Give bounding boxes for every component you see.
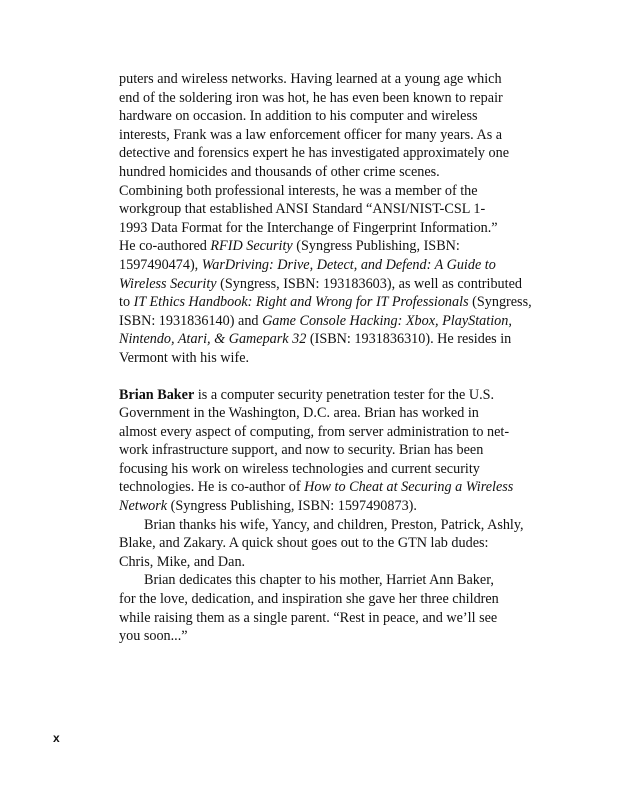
text-segment: work infrastructure support, and now to security. Brian has been <box>119 442 484 459</box>
text-line <box>119 571 531 590</box>
text-line <box>119 553 531 572</box>
text-segment: Brian dedicates this chapter to his mother, Harriet Ann Baker, <box>144 572 494 589</box>
text-segment: hundred homicides and thousands of other crime scenes. <box>119 163 440 180</box>
frank-bio-paragraph <box>119 70 531 368</box>
text-line <box>119 163 531 182</box>
book-title: How to Cheat at Securing a Wireless <box>304 479 514 496</box>
text-segment: interests, Frank was a law enforcement officer for many years. As a <box>119 126 503 143</box>
text-line <box>119 107 531 126</box>
book-title: Game Console Hacking: Xbox, PlayStation, <box>262 312 512 329</box>
book-title: IT Ethics Handbook: Right and Wrong for IT Professionals <box>133 294 469 311</box>
text-segment: workgroup that established ANSI Standard “ANSI/NIST-CSL 1- <box>119 201 486 218</box>
paragraph-gap <box>119 368 531 386</box>
text-segment: technologies. He is co-author of <box>119 479 305 496</box>
book-title: WarDriving: Drive, Detect, and Defend: A Guide to <box>201 256 496 273</box>
text-segment: Brian thanks his wife, Yancy, and children, Preston, Patrick, Ashly, <box>144 516 524 533</box>
text-line <box>119 534 531 553</box>
text-segment: detective and forensics expert he has investigated approximately one <box>119 145 510 162</box>
text-line <box>119 349 531 368</box>
text-line <box>119 386 531 405</box>
text-segment: (ISBN: 1931836310). He resides in <box>306 331 512 348</box>
text-line <box>119 516 531 535</box>
text-line <box>119 590 531 609</box>
text-line <box>119 256 531 275</box>
author-name: Brian Baker <box>119 386 195 403</box>
text-segment: Blake, and Zakary. A quick shout goes out to the GTN lab dudes: <box>119 535 489 552</box>
text-segment: while raising them as a single parent. “Rest in peace, and we’ll see <box>119 609 498 626</box>
text-line <box>119 182 531 201</box>
text-line <box>119 219 531 238</box>
text-line <box>119 627 531 646</box>
book-title: Network <box>119 498 168 515</box>
book-title: RFID Security <box>210 238 293 255</box>
text-line <box>119 312 531 331</box>
text-segment: Government in the Washington, D.C. area. Brian has worked in <box>119 405 479 422</box>
page-body <box>119 70 531 646</box>
text-line <box>119 237 531 256</box>
text-segment: (Syngress, ISBN: 193183603), as well as contributed <box>216 275 522 292</box>
text-segment: puters and wireless networks. Having learned at a young age which <box>119 71 502 87</box>
text-segment: (Syngress Publishing, ISBN: <box>292 238 460 255</box>
text-line <box>119 478 531 497</box>
text-line <box>119 70 531 89</box>
text-segment: Vermont with his wife. <box>119 349 250 366</box>
text-line <box>119 497 531 516</box>
text-line <box>119 460 531 479</box>
text-line <box>119 126 531 145</box>
text-line <box>119 404 531 423</box>
text-segment: focusing his work on wireless technologies and current security <box>119 460 480 477</box>
page-number: x <box>53 731 60 745</box>
text-segment: 1597490474), <box>119 256 202 273</box>
text-segment: 1993 Data Format for the Interchange of Fingerprint Information.” <box>119 219 498 236</box>
text-line <box>119 423 531 442</box>
text-segment: to <box>119 294 134 311</box>
text-segment: (Syngress Publishing, ISBN: 1597490873). <box>167 498 417 515</box>
book-title: Nintendo, Atari, & Gamepark 32 <box>119 331 307 348</box>
text-segment: Combining both professional interests, he was a member of the <box>119 182 478 199</box>
text-segment: ISBN: 1931836140) and <box>119 312 263 329</box>
text-line <box>119 609 531 628</box>
text-segment: for the love, dedication, and inspiration she gave her three children <box>119 591 499 608</box>
text-segment: He co-authored <box>119 238 211 255</box>
text-line <box>119 441 531 460</box>
text-segment: hardware on occasion. In addition to his computer and wireless <box>119 108 478 125</box>
text-line <box>119 275 531 294</box>
text-line <box>119 293 531 312</box>
text-segment: is a computer security penetration tester for the U.S. <box>194 386 495 403</box>
text-line <box>119 330 531 349</box>
text-line <box>119 200 531 219</box>
text-segment: almost every aspect of computing, from server administration to net- <box>119 423 510 440</box>
text-segment: (Syngress, <box>468 294 532 311</box>
text-segment: end of the soldering iron was hot, he has even been known to repair <box>119 89 503 106</box>
brian-bio-paragraph <box>119 386 531 646</box>
text-line <box>119 89 531 108</box>
book-title: Wireless Security <box>119 275 217 292</box>
text-segment: you soon...” <box>119 628 188 645</box>
text-segment: Chris, Mike, and Dan. <box>119 553 246 570</box>
text-line <box>119 144 531 163</box>
